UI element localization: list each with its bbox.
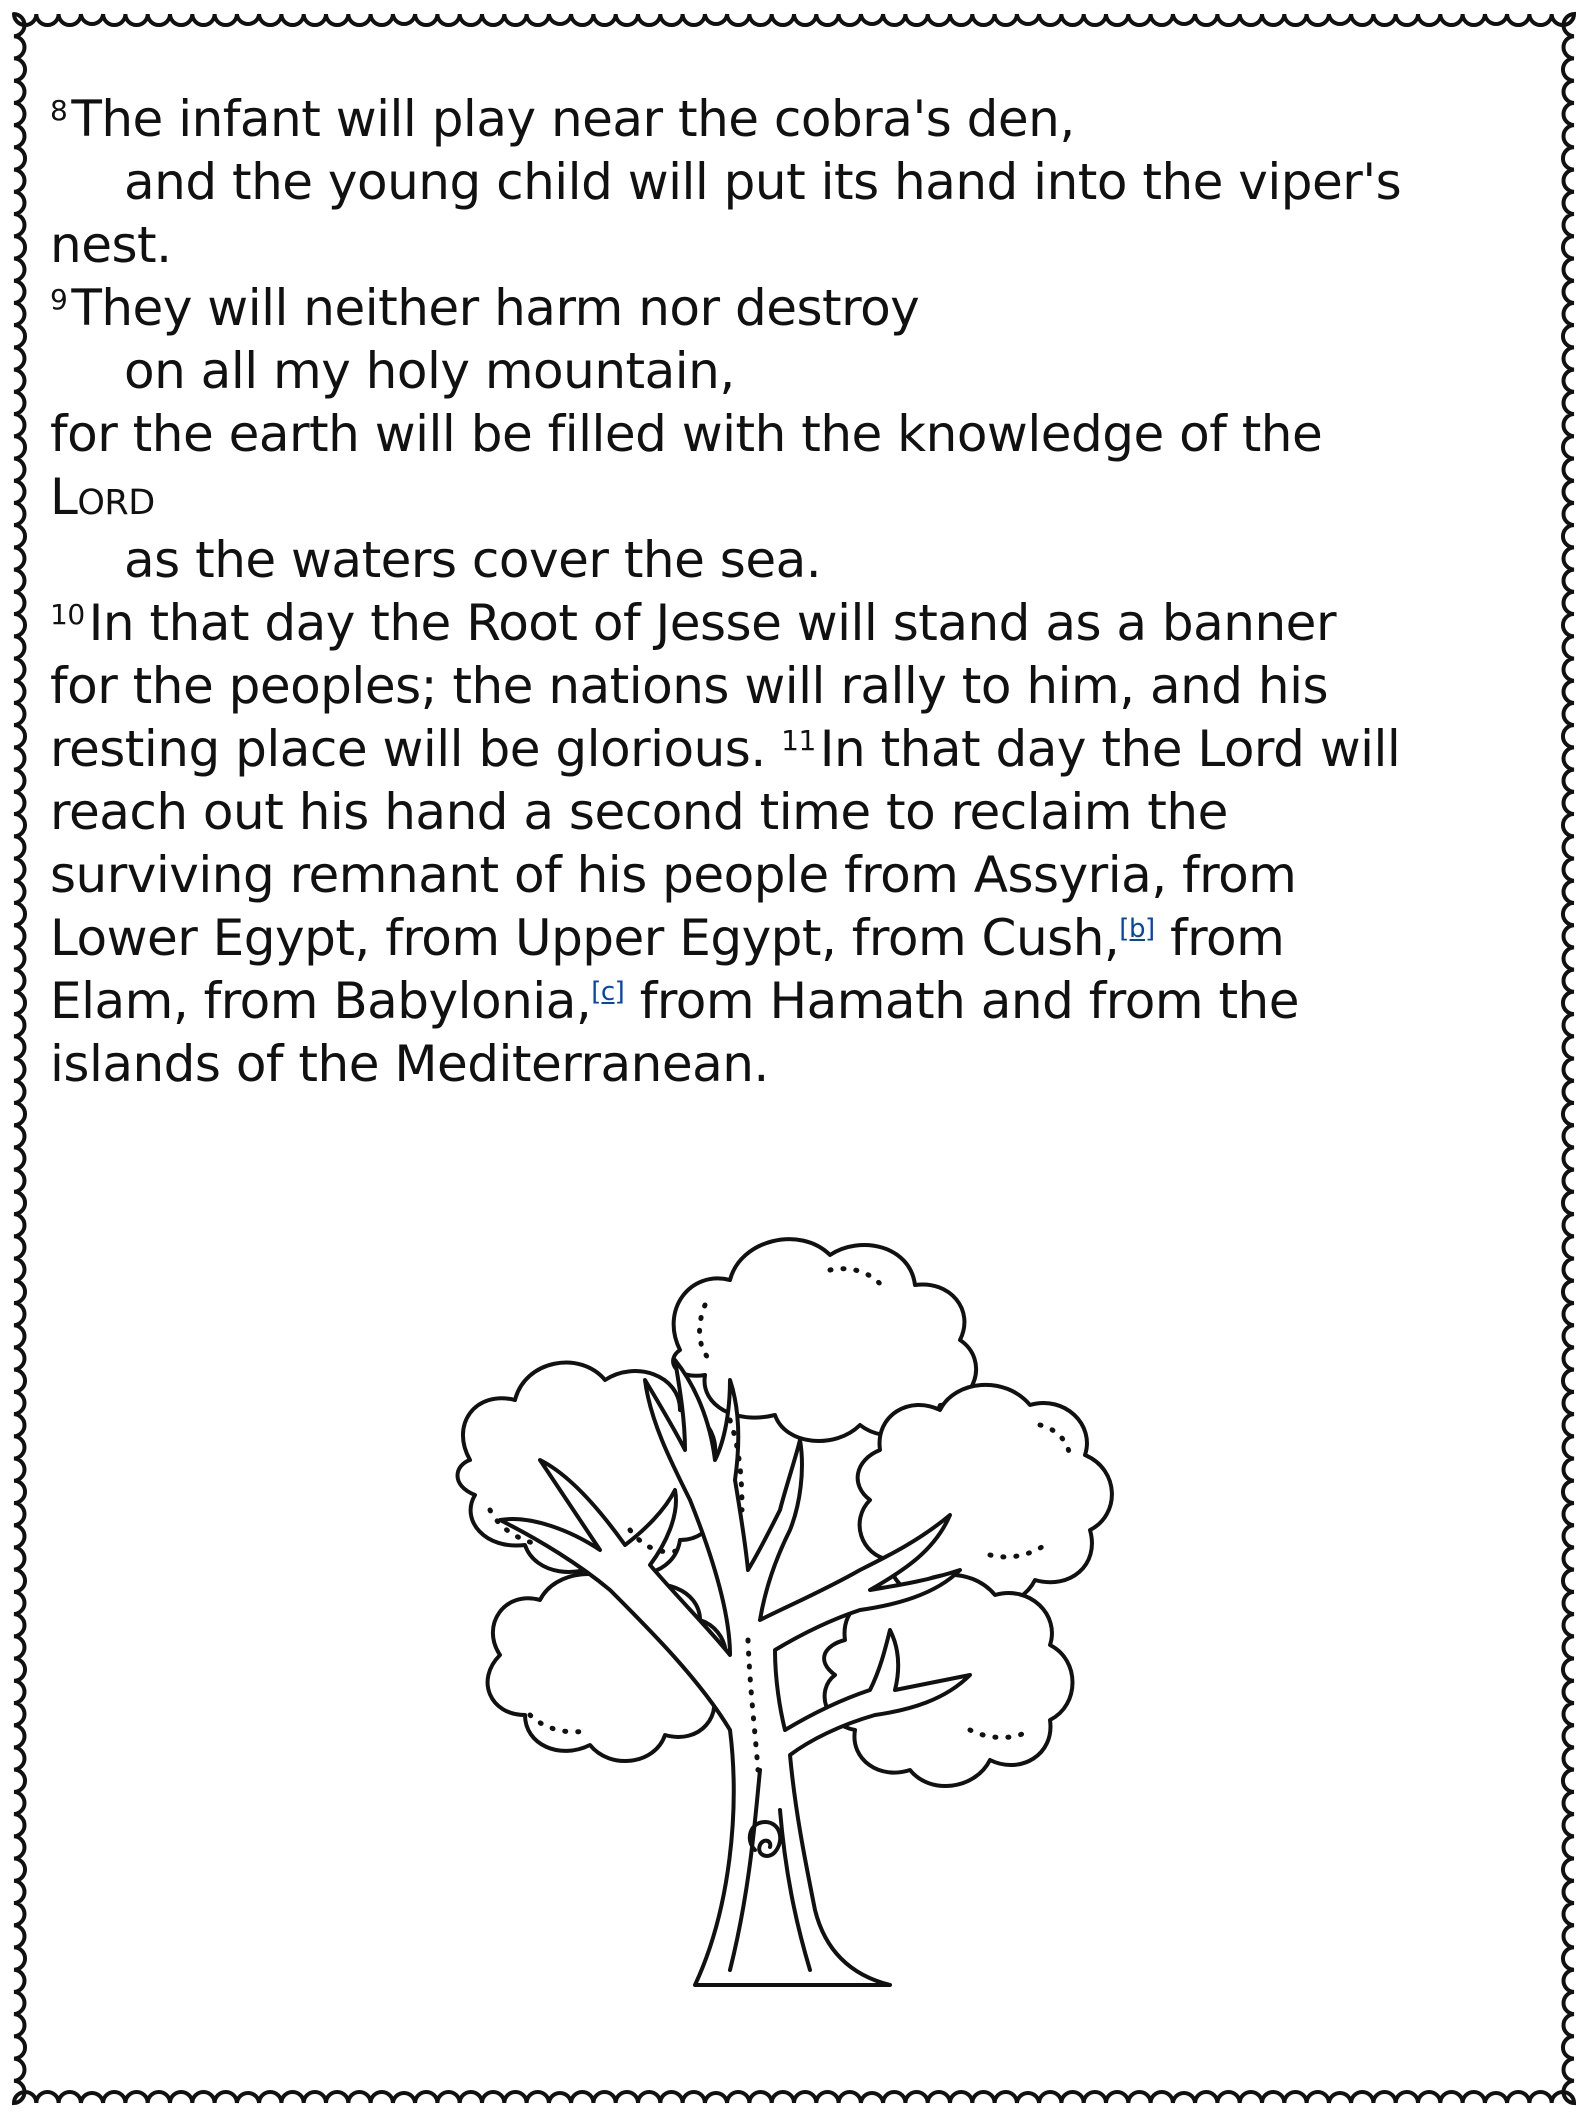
verse-text: Lower Egypt, from Upper Egypt, from Cush, <box>50 909 1120 967</box>
verse-number-9: 9 <box>50 283 68 316</box>
verse-11-line-8: islands of the Mediterranean. <box>50 1035 769 1093</box>
scripture-passage <box>50 88 1490 1096</box>
verse-9-line-3: for the earth will be filled with the knowledge of the <box>50 405 1323 463</box>
verse-10-line-1 <box>50 592 1490 655</box>
verse-text: In that day the Root of Jesse will stand as a banner <box>88 594 1337 652</box>
verse-9-line-5: as the waters cover the sea. <box>124 531 822 589</box>
verse-9-lord: Lord <box>50 468 155 526</box>
verse-11-line-5: surviving remnant of his people from Assyria, from <box>50 846 1297 904</box>
verse-text: resting place will be glorious. <box>50 720 766 778</box>
verse-number-8: 8 <box>50 94 68 127</box>
verse-number-11: 11 <box>781 724 816 757</box>
verse-text: from <box>1154 909 1285 967</box>
verse-11-line-6 <box>50 907 1490 970</box>
verse-text: from Hamath and from the <box>624 972 1300 1030</box>
verse-9-line-2: on all my holy mountain, <box>124 342 735 400</box>
verse-11-line-4: reach out his hand a second time to reclaim the <box>50 783 1228 841</box>
footnote-link-b[interactable]: [b] <box>1119 914 1155 944</box>
verse-8-line-3: nest. <box>50 216 172 274</box>
footnote-link-c[interactable]: [c] <box>591 977 625 1007</box>
verse-10-11-line <box>50 718 1490 781</box>
verse-8-line-2: and the young child will put its hand into the viper's <box>124 153 1402 211</box>
verse-10-line-2: for the peoples; the nations will rally to him, and his <box>50 657 1329 715</box>
verse-11-line-7 <box>50 970 1490 1033</box>
verse-text: The infant will play near the cobra's den, <box>71 90 1075 148</box>
tree-icon <box>430 1210 1150 2000</box>
verse-number-10: 10 <box>50 598 85 631</box>
verse-text: Elam, from Babylonia, <box>50 972 592 1030</box>
verse-8-line-1 <box>50 88 1490 151</box>
verse-9-line-1 <box>50 277 1490 340</box>
verse-text: They will neither harm nor destroy <box>71 279 920 337</box>
verse-text: In that day the Lord will <box>819 720 1401 778</box>
